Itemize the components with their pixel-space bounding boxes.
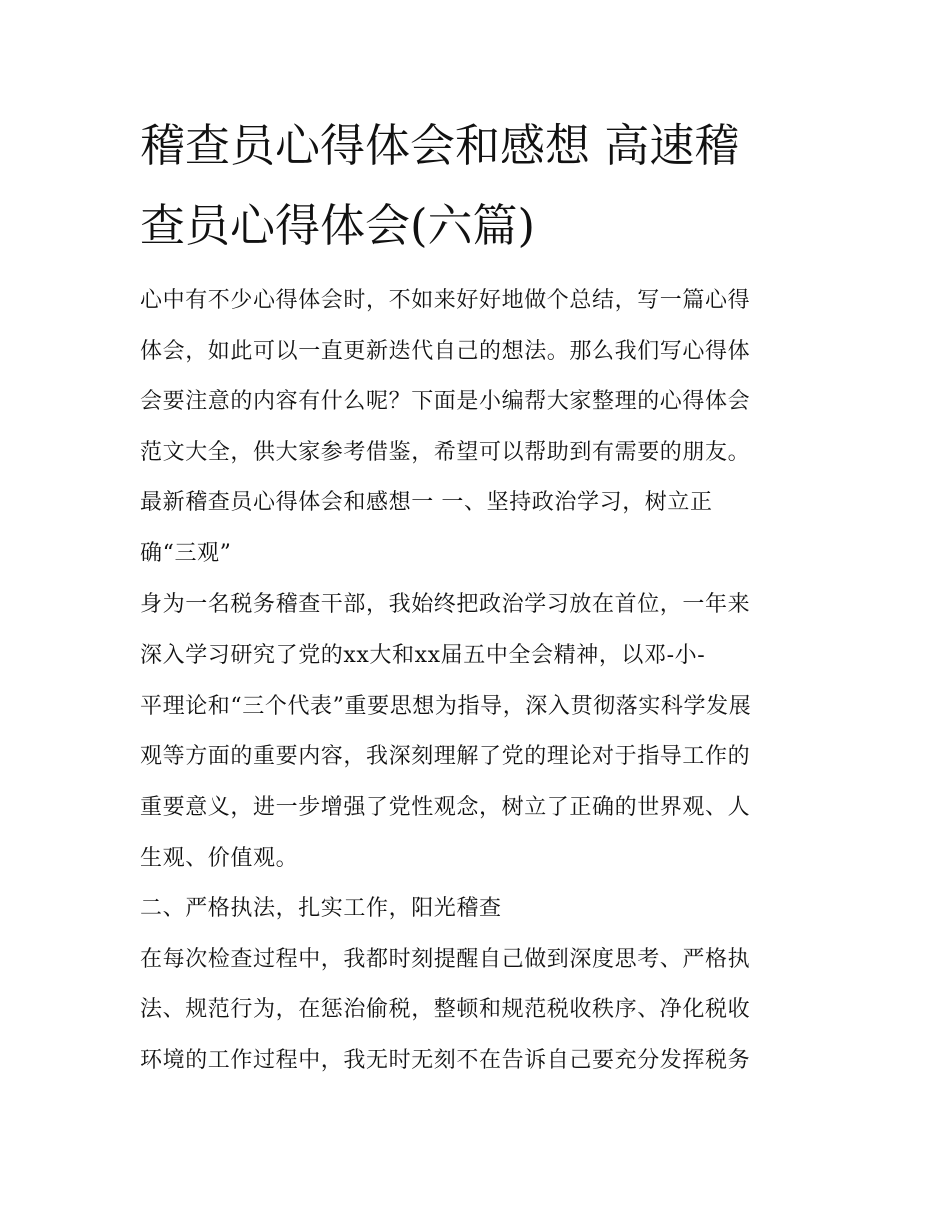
body-line: 体会，如此可以一直更新迭代自己的想法。那么我们写心得体 bbox=[140, 339, 751, 364]
body-line: 会要注意的内容有什么呢？下面是小编帮大家整理的心得体会 bbox=[140, 389, 751, 414]
body-line: 环境的工作过程中，我无时无刻不在告诉自己要充分发挥税务 bbox=[140, 1048, 751, 1073]
body-line: 心中有不少心得体会时，不如来好好地做个总结，写一篇心得 bbox=[140, 288, 751, 313]
body-line: 在每次检查过程中，我都时刻提醒自己做到深度思考、严格执 bbox=[140, 947, 751, 972]
body-line: 法、规范行为，在惩治偷税，整顿和规范税收秩序、净化税收 bbox=[140, 997, 751, 1022]
body-line: 重要意义，进一步增强了党性观念，树立了正确的世界观、人 bbox=[140, 795, 751, 820]
section-heading: 最新稽查员心得体会和感想一 一、坚持政治学习，树立正 bbox=[140, 490, 713, 515]
section-heading: 二、严格执法，扎实工作，阳光稽查 bbox=[140, 896, 502, 921]
body-line: 生观、价值观。 bbox=[140, 846, 299, 871]
document-title-line-1: 稽查员心得体会和感想 高速稽 bbox=[140, 119, 740, 172]
section-heading-continued: 确“三观” bbox=[140, 541, 232, 566]
body-line: 深入学习研究了党的xx大和xx届五中全会精神，以邓-小- bbox=[140, 643, 706, 668]
body-line: 身为一名税务稽查干部，我始终把政治学习放在首位，一年来 bbox=[140, 592, 751, 617]
body-line: 范文大全，供大家参考借鉴，希望可以帮助到有需要的朋友。 bbox=[140, 440, 751, 465]
document-title-line-2: 查员心得体会(六篇) bbox=[140, 199, 536, 252]
body-line: 平理论和“三个代表”重要思想为指导，深入贯彻落实科学发展 bbox=[140, 694, 752, 719]
body-line: 观等方面的重要内容，我深刻理解了党的理论对于指导工作的 bbox=[140, 744, 751, 769]
